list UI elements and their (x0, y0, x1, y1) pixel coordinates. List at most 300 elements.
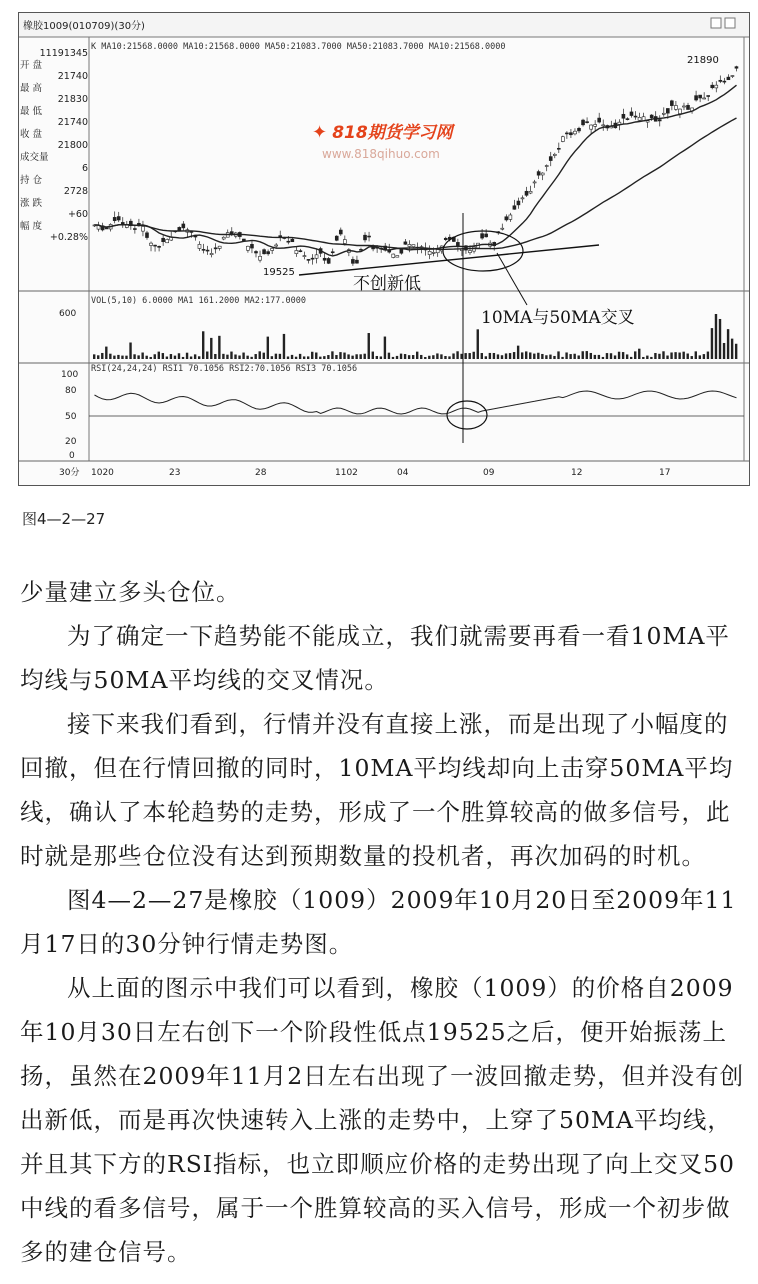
candle-body (154, 245, 157, 246)
volume-bar (319, 357, 321, 359)
candle-body (699, 95, 702, 98)
volume-bar (162, 353, 164, 359)
volume-bar (622, 352, 624, 359)
candle-body (682, 106, 685, 107)
candlestick-chart (18, 12, 750, 486)
candle-body (630, 112, 633, 116)
candle-body (210, 253, 213, 254)
volume-bar (586, 351, 588, 359)
candle-body (662, 113, 665, 114)
quote-label: 成交量 (20, 151, 49, 163)
candle-body (602, 125, 605, 126)
volume-bar (166, 357, 168, 359)
volume-bar (468, 353, 470, 359)
volume-bars (93, 314, 737, 359)
volume-bar (521, 352, 523, 359)
volume-bar (610, 353, 612, 359)
volume-bar (638, 349, 640, 359)
candle-body (711, 85, 714, 88)
volume-bar (158, 352, 160, 359)
volume-bar (598, 355, 600, 359)
volume-bar (364, 354, 366, 359)
candle-body (586, 122, 589, 123)
volume-bar (355, 354, 357, 359)
candle-body (113, 217, 116, 220)
candle-body (533, 182, 536, 183)
figure-caption: 图4—2—27 (22, 510, 106, 528)
candle-body (565, 133, 568, 134)
candle-body (404, 242, 407, 244)
candle-body (695, 96, 698, 100)
quote-value: 21830 (57, 94, 88, 105)
candle-body (287, 241, 290, 242)
volume-bar (101, 353, 103, 359)
candle-body (222, 237, 225, 239)
volume-bar (723, 343, 725, 359)
paragraph: 接下来我们看到，行情并没有直接上涨，而是出现了小幅度的回撤，但在行情回撤的同时，10MA平均线却向上击穿50MA平均线，确认了本轮趋势的走势，形成了一个胜算较高的做多信号，此时就是那些仓位没有达到预期数量的投机者，再次加码的时机。 (20, 710, 734, 870)
candle-body (263, 250, 266, 254)
volume-bar (351, 356, 353, 359)
quote-panel (20, 48, 88, 244)
article-body (20, 570, 746, 1274)
volume-bar (412, 355, 414, 359)
chart-svg (19, 13, 749, 485)
volume-bar (626, 354, 628, 359)
candle-body (307, 259, 310, 260)
candle-body (355, 260, 358, 263)
volume-bar (533, 354, 535, 359)
watermark (312, 118, 453, 162)
candle-body (271, 248, 274, 250)
volume-bar (137, 355, 139, 359)
candle-body (331, 252, 334, 253)
candle-body (634, 116, 637, 117)
volume-bar (489, 353, 491, 359)
candle-body (509, 215, 512, 219)
volume-bar (376, 356, 378, 359)
volume-bar (388, 353, 390, 359)
rsi-circle (447, 401, 487, 429)
candle-body (327, 258, 330, 263)
volume-bar (372, 352, 374, 359)
quote-value: 21800 (57, 140, 88, 151)
volume-bar (279, 354, 281, 359)
volume-bar (513, 352, 515, 359)
candle-body (246, 246, 249, 250)
volume-bar (113, 356, 115, 359)
volume-bar (343, 353, 345, 359)
x-tick-1102: 1102 (335, 468, 358, 478)
volume-bar (299, 354, 301, 359)
quote-label: 幅 度 (20, 220, 43, 232)
quote-value: 21740 (57, 117, 88, 128)
candle-body (525, 191, 528, 195)
volume-bar (646, 356, 648, 359)
volume-bar (359, 354, 361, 359)
candle-body (707, 96, 710, 97)
quote-value: 21740 (57, 71, 88, 82)
quote-value: +0.28% (49, 232, 88, 243)
rsi-legend: RSI(24,24,24) RSI1 70.1056 RSI2:70.1056 RSI3 70.1056 (91, 364, 358, 374)
volume-bar (573, 354, 575, 359)
candle-body (485, 234, 488, 237)
volume-bar (291, 355, 293, 359)
candle-series (93, 66, 738, 266)
candle-body (432, 252, 435, 253)
volume-bar (408, 355, 410, 359)
candle-body (678, 109, 681, 114)
candle-body (412, 245, 415, 247)
candle-body (408, 244, 411, 246)
quote-label: 涨 跌 (20, 197, 43, 209)
volume-bar (315, 352, 317, 359)
quote-label: 收 盘 (20, 128, 43, 140)
vol-tick: 600 (59, 309, 77, 319)
volume-bar (121, 356, 123, 359)
x-tick-23: 23 (169, 468, 181, 478)
volume-bar (246, 356, 248, 359)
paragraph: 从上面的图示中我们可以看到，橡胶（1009）的价格自2009年10月30日左右创下一个阶段性低点19525之后，便开始振荡上扬，虽然在2009年11月2日左右出现了一波回撤走势，但并没有创出新低，而是再次快速转入上涨的走势中，上穿了50MA平均线，并且其下方的RSI指标，也立即顺应价格的走势出现了向上交叉50中线的看多信号，属于一个胜算较高的买入信号，形成一个初步做多的建仓信号。 (20, 974, 745, 1266)
volume-bar (214, 354, 216, 359)
volume-bar (287, 356, 289, 359)
volume-bar (384, 337, 386, 359)
x-tick-12: 12 (571, 468, 583, 478)
volume-bar (493, 353, 495, 359)
volume-bar (400, 354, 402, 359)
volume-bar (97, 355, 99, 359)
rsi-tick-20: 20 (65, 437, 77, 447)
candle-body (517, 201, 520, 205)
volume-bar (182, 357, 184, 359)
candle-body (731, 75, 734, 76)
volume-bar (186, 353, 188, 359)
volume-bar (117, 355, 119, 359)
volume-bar (234, 354, 236, 359)
candle-body (150, 243, 153, 245)
volume-bar (464, 353, 466, 359)
volume-bar (380, 356, 382, 359)
ma-legend: K MA10:21568.0000 MA10:21568.0000 MA50:21083.7000 MA50:21083.7000 MA10:21568.0000 (91, 42, 506, 52)
volume-bar (473, 352, 475, 359)
candle-body (158, 246, 161, 247)
volume-bar (545, 355, 547, 359)
volume-bar (727, 329, 729, 359)
candle-body (501, 228, 504, 229)
volume-bar (129, 343, 131, 359)
volume-bar (670, 352, 672, 359)
quote-value: 11191345 (39, 48, 88, 59)
volume-bar (218, 336, 220, 359)
volume-bar (711, 328, 713, 359)
candle-body (573, 131, 576, 134)
candle-body (392, 254, 395, 257)
candle-body (666, 108, 669, 113)
candle-body (541, 173, 544, 175)
volume-bar (481, 353, 483, 359)
volume-bar (452, 353, 454, 359)
volume-bar (715, 314, 717, 359)
candle-body (545, 166, 548, 167)
candle-body (719, 80, 722, 81)
candle-body (162, 238, 165, 241)
candle-body (537, 172, 540, 176)
volume-bar (501, 355, 503, 359)
rsi-tick-50: 50 (65, 412, 77, 422)
candle-body (255, 251, 258, 253)
volume-bar (125, 356, 127, 359)
candle-body (687, 105, 690, 109)
volume-bar (255, 354, 257, 359)
volume-bar (590, 353, 592, 359)
volume-bar (178, 353, 180, 359)
candle-body (735, 67, 738, 69)
volume-bar (662, 351, 664, 359)
candle-body (468, 251, 471, 253)
candle-body (299, 251, 302, 252)
x-tick-17: 17 (659, 468, 671, 478)
volume-bar (263, 353, 265, 359)
volume-bar (440, 354, 442, 359)
candle-body (105, 228, 108, 229)
volume-bar (735, 344, 737, 359)
volume-bar (687, 354, 689, 359)
candle-body (364, 235, 367, 240)
volume-bar (145, 356, 147, 359)
volume-bar (339, 352, 341, 359)
rsi-tick-100: 100 (61, 370, 79, 380)
candle-body (561, 137, 564, 142)
volume-bar (428, 356, 430, 359)
volume-bar (654, 353, 656, 359)
volume-bar (549, 355, 551, 359)
candle-body (141, 226, 144, 231)
quote-value: +60 (67, 209, 88, 220)
volume-bar (569, 354, 571, 359)
volume-bar (634, 351, 636, 359)
volume-bar (731, 339, 733, 359)
candle-body (267, 252, 270, 254)
candle-body (368, 236, 371, 237)
volume-bar (578, 355, 580, 359)
rsi-line (95, 391, 737, 414)
candle-body (311, 258, 314, 259)
volume-bar (541, 354, 543, 359)
volume-bar (707, 352, 709, 359)
volume-bar (691, 356, 693, 359)
volume-bar (311, 352, 313, 359)
volume-bar (242, 353, 244, 359)
x-tick-1020: 1020 (91, 468, 114, 478)
candle-body (505, 217, 508, 220)
volume-bar (682, 352, 684, 359)
candle-body (315, 255, 318, 258)
chart-title: 橡胶1009(010709)(30分) (23, 21, 145, 32)
rsi-tick-0: 0 (69, 451, 75, 461)
candle-body (291, 239, 294, 242)
candle-body (578, 128, 581, 131)
volume-bar (307, 356, 309, 359)
quote-label: 最 低 (20, 105, 43, 117)
volume-bar (109, 354, 111, 359)
candle-body (145, 233, 148, 238)
volume-bar (594, 355, 596, 359)
volume-bar (210, 338, 212, 359)
no-new-low-label: 不创新低 (353, 274, 421, 294)
volume-bar (703, 354, 705, 359)
quote-value: 6 (81, 163, 88, 174)
volume-bar (557, 351, 559, 359)
candle-body (295, 250, 298, 253)
volume-bar (396, 356, 398, 359)
volume-bar (719, 319, 721, 359)
x-tick-04: 04 (397, 468, 409, 478)
candle-body (590, 125, 593, 129)
candle-body (582, 120, 585, 125)
paragraph: 少量建立多头仓位。 (20, 578, 241, 606)
volume-bar (642, 357, 644, 359)
volume-bar (271, 356, 273, 359)
candle-body (202, 249, 205, 250)
volume-bar (678, 353, 680, 359)
candle-body (206, 250, 209, 251)
volume-bar (529, 352, 531, 359)
candle-body (569, 133, 572, 135)
volume-bar (259, 351, 261, 359)
candle-body (727, 77, 730, 80)
volume-bar (444, 356, 446, 359)
candle-body (351, 259, 354, 263)
volume-bar (194, 354, 196, 359)
volume-bar (392, 357, 394, 359)
candle-body (481, 234, 484, 238)
volume-bar (190, 357, 192, 359)
candle-body (182, 224, 185, 228)
volume-bar (174, 356, 176, 359)
volume-bar (323, 356, 325, 359)
volume-bar (267, 337, 269, 359)
volume-bar (198, 356, 200, 359)
volume-bar (553, 356, 555, 359)
candle-body (646, 121, 649, 122)
volume-bar (335, 355, 337, 359)
candle-body (259, 256, 262, 260)
volume-bar (525, 351, 527, 359)
volume-bar (331, 351, 333, 359)
x-tick-09: 09 (483, 468, 495, 478)
volume-bar (565, 352, 567, 359)
volume-bar (650, 357, 652, 359)
low-point-label: 19525 (263, 267, 295, 278)
candle-body (549, 157, 552, 161)
candle-body (658, 120, 661, 121)
volume-bar (420, 355, 422, 359)
volume-bar (250, 357, 252, 359)
candle-body (444, 238, 447, 239)
volume-bar (695, 351, 697, 359)
candle-body (513, 206, 516, 210)
volume-bar (416, 352, 418, 359)
candle-body (626, 119, 629, 120)
candle-body (214, 248, 217, 249)
candle-body (598, 118, 601, 122)
candle-body (166, 239, 169, 242)
candle-body (396, 256, 399, 258)
quote-value: 2728 (63, 186, 88, 197)
volume-bar (505, 353, 507, 359)
candle-body (275, 245, 278, 246)
volume-bar (561, 357, 563, 359)
volume-bar (517, 346, 519, 359)
volume-bar (295, 357, 297, 359)
candle-body (117, 217, 120, 220)
volume-bar (206, 352, 208, 359)
candle-body (674, 106, 677, 110)
candle-body (218, 246, 221, 248)
candle-body (638, 117, 641, 120)
volume-bar (226, 355, 228, 359)
volume-bar (154, 354, 156, 359)
cross-pointer (497, 253, 527, 305)
quote-label: 最 高 (20, 82, 43, 94)
candle-body (359, 249, 362, 250)
candle-body (553, 154, 556, 155)
volume-bar (602, 357, 604, 359)
volume-bar (347, 354, 349, 359)
x-tick-28: 28 (255, 468, 267, 478)
candle-body (335, 236, 338, 240)
volume-bar (666, 356, 668, 359)
volume-bar (537, 353, 539, 359)
candle-body (303, 256, 306, 257)
candle-body (529, 191, 532, 193)
volume-bar (150, 357, 152, 359)
volume-bar (238, 355, 240, 359)
volume-bar (614, 355, 616, 359)
volume-bar (618, 352, 620, 359)
volume-bar (368, 333, 370, 359)
volume-bar (327, 355, 329, 359)
candle-body (650, 115, 653, 118)
paragraph: 为了确定一下趋势能不能成立，我们就需要再看一看10MA平均线与50MA平均线的交叉情况。 (20, 622, 730, 694)
candle-body (521, 198, 524, 199)
volume-bar (275, 354, 277, 359)
volume-bar (105, 347, 107, 359)
volume-bar (230, 352, 232, 359)
candle-body (323, 258, 326, 260)
volume-bar (606, 353, 608, 359)
candle-body (339, 230, 342, 234)
candle-body (670, 101, 673, 106)
candle-body (242, 239, 245, 241)
volume-bar (424, 357, 426, 359)
watermark-url: www.818qihuo.com (322, 147, 440, 161)
candle-body (279, 236, 282, 237)
volume-bar (170, 354, 172, 359)
volume-bar (202, 331, 204, 359)
volume-bar (222, 354, 224, 359)
volume-bar (303, 356, 305, 359)
x-tick-period: 30分 (59, 468, 80, 478)
volume-bar (658, 354, 660, 359)
volume-bar (404, 354, 406, 359)
candle-body (703, 98, 706, 99)
volume-bar (485, 356, 487, 359)
quote-label: 持 仓 (20, 174, 43, 186)
candle-body (622, 114, 625, 118)
volume-bar (283, 334, 285, 359)
candle-body (594, 125, 597, 127)
volume-bar (699, 355, 701, 359)
